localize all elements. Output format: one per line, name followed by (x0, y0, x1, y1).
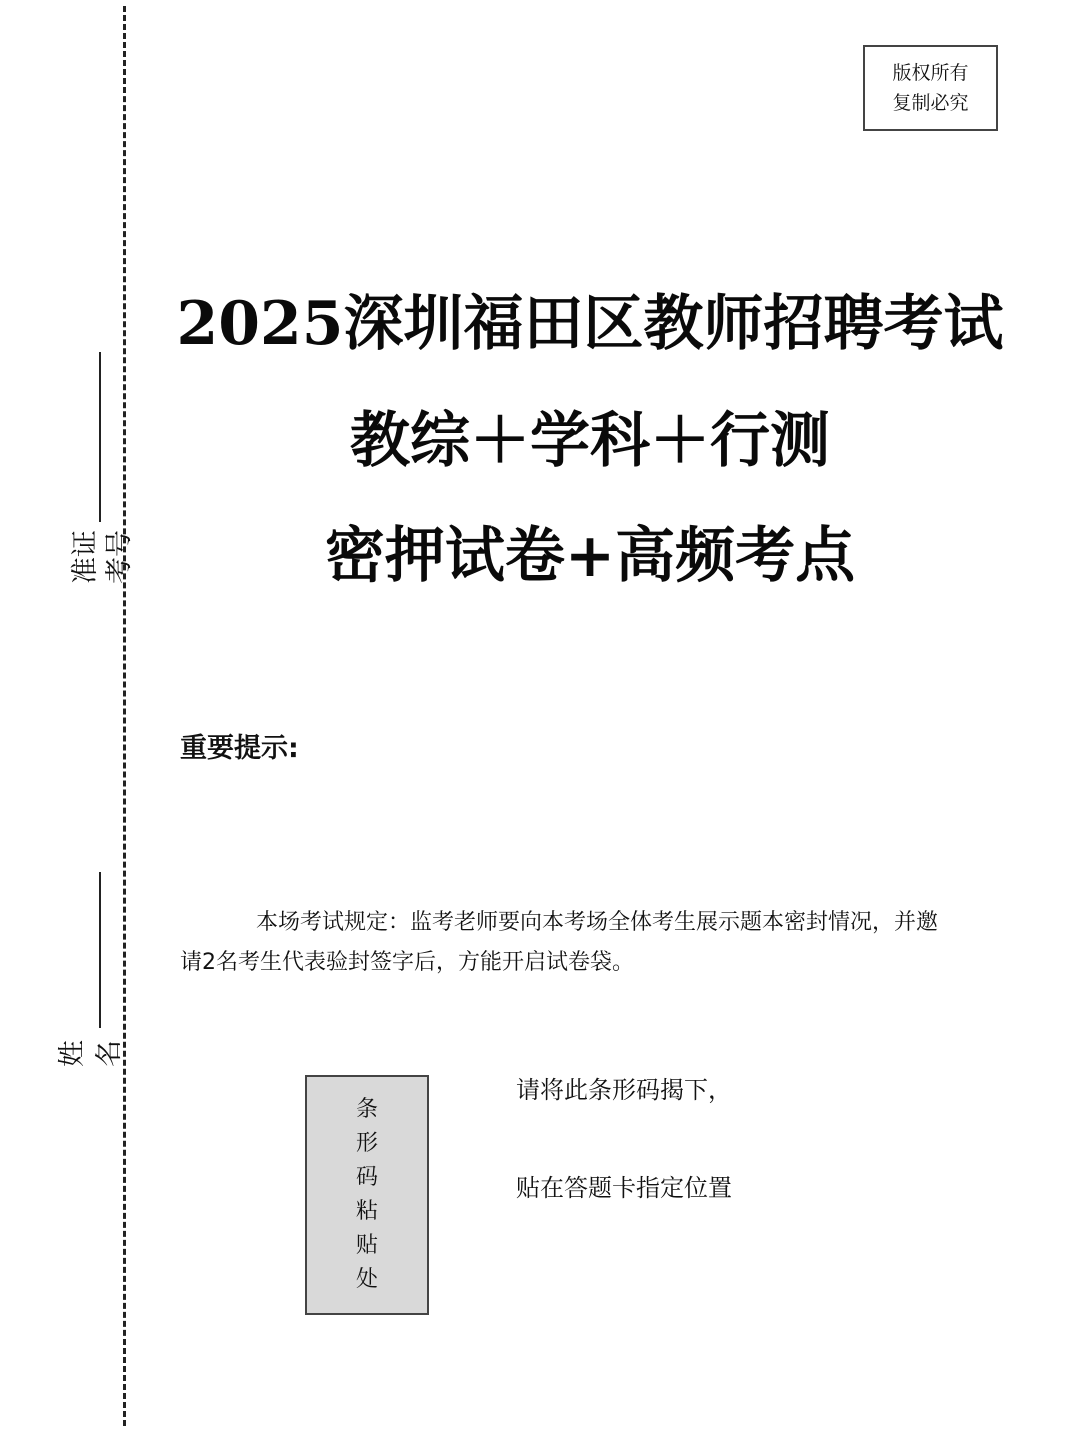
copyright-line1: 版权所有 (892, 62, 969, 84)
title-line1: 2025深圳福田区教师招聘考试 (176, 289, 1004, 359)
exam-rules-text (180, 903, 1050, 983)
barcode-char: 形 (355, 1131, 378, 1156)
barcode-char: 条 (355, 1097, 378, 1122)
barcode-instruction-line1: 请将此条形码揭下， (516, 1076, 732, 1104)
barcode-instruction-line2: 贴在答题卡指定位置 (516, 1174, 732, 1202)
barcode-sticker-area (305, 1075, 429, 1315)
title-line2: 教综＋学科＋行测 (350, 406, 830, 476)
seal-dashed-line (123, 6, 126, 1426)
title-line3: 密押试卷+高频考点 (324, 521, 856, 591)
exam-id-write-line (99, 352, 101, 522)
barcode-char: 处 (355, 1267, 378, 1292)
notice-heading: 重要提示: (180, 733, 299, 764)
barcode-char: 贴 (355, 1233, 378, 1258)
exam-cover-page: 准证 考号 姓 名 版权所有 复制必究 2025深圳福田区教师招聘考试 教综＋学科＋行测 密押试卷+高频考点 重要提示: 本场考试规定：监考老师要向本考场全体考生展示题本密封情况，并邀 请2名考生代表验封签字后，方能开启试卷袋。 条 形 码 粘 贴 处 请将此条形码揭下， 贴在答题卡指定位置 (0, 0, 1080, 1440)
rules-line2: 请2名考生代表验封签字后，方能开启试卷袋。 (180, 950, 634, 975)
copyright-box (863, 45, 998, 131)
barcode-char: 码 (355, 1165, 378, 1190)
rules-line1: 本场考试规定：监考老师要向本考场全体考生展示题本密封情况，并邀 (256, 910, 939, 935)
name-write-line (99, 872, 101, 1028)
barcode-char: 粘 (355, 1199, 378, 1224)
copyright-line2: 复制必究 (892, 92, 969, 114)
